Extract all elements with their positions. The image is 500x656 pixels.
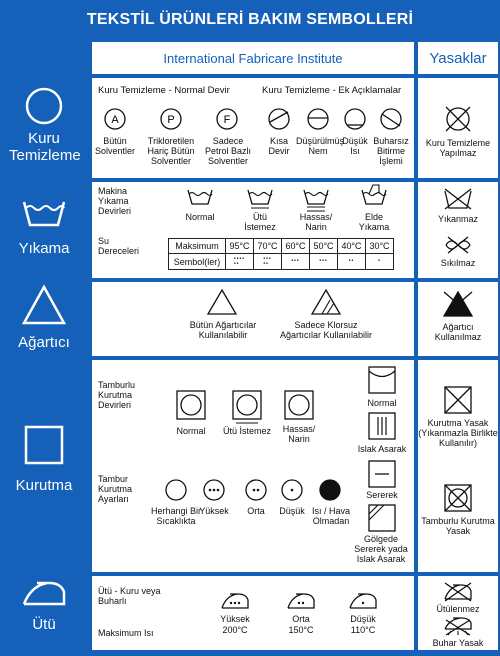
medium-heat-label: Orta bbox=[247, 506, 265, 516]
dots-cell: • bbox=[365, 254, 393, 269]
category-wash-label: Yıkama bbox=[18, 240, 70, 257]
drip-dry-icon bbox=[368, 412, 396, 440]
temperature-table bbox=[168, 238, 394, 270]
no-iron-icon bbox=[442, 582, 474, 602]
tumble-delicate-icon bbox=[284, 390, 314, 420]
temp-row bbox=[169, 239, 393, 254]
no-steam-label: Buharsız Bitirme İşlemi bbox=[373, 136, 409, 166]
no-dry-icon bbox=[444, 386, 472, 414]
low-heat-dry-label: Düşük bbox=[279, 506, 305, 516]
reduced-moisture-label: Düşürülmüş Nem bbox=[296, 136, 345, 156]
dry-square-icon bbox=[24, 425, 64, 465]
dry-normal-title: Kuru Temizleme - Normal Devir bbox=[98, 85, 230, 96]
iron-icon bbox=[21, 580, 67, 606]
dry-clean-prohibited-panel bbox=[418, 78, 498, 178]
dots-cell: ••• bbox=[281, 254, 309, 269]
water-temp-title: Su Dereceleri bbox=[98, 236, 140, 256]
category-iron bbox=[0, 580, 88, 640]
tumble-prohibited-panel bbox=[418, 360, 498, 572]
category-tumble bbox=[0, 425, 88, 515]
no-tumble-dry-label: Tamburlu Kurutma Yasak bbox=[421, 516, 495, 536]
dots-cell: ••• •• bbox=[253, 254, 281, 269]
no-dry-clean-label: Kuru Temizleme Yapılmaz bbox=[425, 138, 491, 158]
institute-header: International Fabricare Institute bbox=[92, 42, 414, 74]
category-iron-label: Ütü bbox=[32, 616, 56, 633]
bleach-triangle-icon bbox=[21, 284, 67, 326]
hand-wash-label: Elde Yıkama bbox=[358, 212, 390, 232]
iron-high-temp: 200°C bbox=[222, 625, 248, 635]
medium-heat-icon bbox=[244, 478, 268, 502]
symbol-row-label: Sembol(ler) bbox=[173, 256, 221, 267]
page-title: TEKSTİL ÜRÜNLERİ BAKIM SEMBOLLERİ bbox=[86, 11, 414, 28]
dry-clean-circle-icon bbox=[24, 86, 64, 126]
drip-dry-label: Islak Asarak bbox=[357, 444, 407, 454]
wash-delicate-icon bbox=[302, 188, 330, 212]
temp-cell: 60°C bbox=[281, 239, 309, 253]
category-dry-clean bbox=[0, 80, 88, 188]
dry-f-icon bbox=[216, 108, 238, 130]
prohibited-header: Yasaklar bbox=[418, 42, 498, 74]
bleach-panel bbox=[92, 282, 414, 356]
category-dry-clean-label: Kuru Temizleme bbox=[9, 130, 81, 164]
iron-prohibited-panel bbox=[418, 576, 498, 650]
bleach-nonchlorine-label: Sadece Klorsuz Ağartıcılar Kullanılabilir bbox=[279, 320, 373, 340]
flat-dry-icon bbox=[368, 460, 396, 488]
no-tumble-dry-icon bbox=[444, 484, 472, 512]
iron-medium-icon bbox=[286, 592, 316, 610]
svg-text:A: A bbox=[111, 114, 119, 126]
wash-normal-icon bbox=[186, 188, 214, 206]
bleach-all-label: Bütün Ağartıcılar Kullanılabilir bbox=[189, 320, 257, 340]
dry-p-label: Trikloretilen Hariç Bütün Solventler bbox=[147, 136, 195, 166]
dry-clean-panel bbox=[92, 78, 414, 178]
wash-permpress-icon bbox=[246, 188, 274, 210]
temp-cell: 95°C bbox=[225, 239, 253, 253]
short-cycle-icon bbox=[268, 108, 290, 130]
no-bleach-icon bbox=[442, 290, 474, 318]
dots-cell: ••• bbox=[309, 254, 337, 269]
dry-p-icon bbox=[160, 108, 182, 130]
any-heat-label: Herhangi Bir Sıcaklıkta bbox=[150, 506, 202, 526]
category-bleach-label: Ağartıcı bbox=[18, 334, 70, 351]
dots-cell: •••• •• bbox=[225, 254, 253, 269]
high-heat-icon bbox=[202, 478, 226, 502]
hand-wash-icon bbox=[360, 184, 388, 206]
tumble-panel bbox=[92, 360, 414, 572]
reduced-moisture-icon bbox=[307, 108, 329, 130]
category-wash bbox=[0, 190, 88, 278]
tumble-delicate-label: Hassas/ Narin bbox=[282, 424, 316, 444]
iron-low-temp: 110°C bbox=[350, 625, 376, 635]
iron-high-name: Yüksek bbox=[220, 614, 250, 624]
iron-high-icon bbox=[220, 592, 250, 610]
low-heat-label: Düşük Isı bbox=[342, 136, 368, 156]
iron-title: Ütü - Kuru veya Buharlı bbox=[98, 586, 161, 606]
no-wring-label: Sıkılmaz bbox=[440, 258, 476, 268]
iron-max-label: Maksimum Isı bbox=[98, 628, 154, 638]
category-bleach bbox=[0, 282, 88, 362]
no-wash-label: Yıkanmaz bbox=[437, 214, 479, 224]
tumble-permpress-label: Ütü İstemez bbox=[222, 426, 271, 436]
tumble-normal-label: Normal bbox=[176, 426, 206, 436]
no-steam-icon bbox=[380, 108, 402, 130]
iron-medium-temp: 150°C bbox=[288, 625, 314, 635]
line-dry-label: Normal bbox=[367, 398, 397, 408]
bleach-nonchlorine-icon bbox=[310, 288, 342, 316]
iron-medium-name: Orta bbox=[292, 614, 310, 624]
dry-a-icon bbox=[104, 108, 126, 130]
temp-cell: 50°C bbox=[309, 239, 337, 253]
dry-f-label: Sadece Petrol Bazlı Solventler bbox=[204, 136, 252, 166]
dry-a-label: Bütün Solventler bbox=[94, 136, 136, 156]
tumble-setting-title: Tambur Kurutma Ayarları bbox=[98, 474, 133, 504]
any-heat-icon bbox=[164, 478, 188, 502]
low-heat-dry-icon bbox=[280, 478, 304, 502]
flat-dry-label: Sererek bbox=[366, 490, 398, 500]
line-dry-icon bbox=[368, 366, 396, 394]
temp-cell: 70°C bbox=[253, 239, 281, 253]
iron-low-name: Düşük bbox=[350, 614, 376, 624]
temp-cell: 30°C bbox=[365, 239, 393, 253]
bleach-all-icon bbox=[206, 288, 238, 316]
no-bleach-label: Ağartıcı Kullanılmaz bbox=[434, 322, 482, 342]
temp-cell: 40°C bbox=[337, 239, 365, 253]
tumble-normal-icon bbox=[176, 390, 206, 420]
svg-text:F: F bbox=[223, 114, 231, 126]
iron-panel bbox=[92, 576, 414, 650]
low-heat-icon bbox=[344, 108, 366, 130]
tumble-permpress-icon bbox=[232, 390, 262, 424]
category-tumble-label: Kurutma bbox=[15, 477, 73, 494]
no-steam-iron-label: Buhar Yasak bbox=[432, 638, 484, 648]
no-steam-iron-icon bbox=[442, 616, 474, 636]
temp-row-label: Maksimum bbox=[175, 241, 219, 251]
dots-cell: •• bbox=[337, 254, 365, 269]
wash-delicate-label: Hassas/ Narin bbox=[299, 212, 333, 232]
no-iron-label: Ütülenmez bbox=[436, 604, 480, 614]
no-heat-label: Isı / Hava Olmadan bbox=[311, 506, 350, 526]
iron-low-icon bbox=[348, 592, 378, 610]
no-dry-clean-icon bbox=[445, 106, 471, 132]
wash-prohibited-panel bbox=[418, 182, 498, 278]
short-cycle-label: Kısa Devir bbox=[268, 136, 290, 156]
no-dry-label: Kurutma Yasak (Yıkanmazla Birlikte Kullanılır) bbox=[418, 418, 498, 448]
no-wash-icon bbox=[443, 188, 473, 210]
tumble-cycle-title: Tamburlu Kurutma Devirleri bbox=[98, 380, 136, 410]
svg-text:P: P bbox=[167, 114, 175, 126]
bleach-prohibited-panel bbox=[418, 282, 498, 356]
shade-dry-icon bbox=[368, 504, 396, 532]
high-heat-label: Yüksek bbox=[199, 506, 229, 516]
dry-extra-title: Kuru Temizleme - Ek Açıklamalar bbox=[262, 85, 402, 96]
no-wring-icon bbox=[444, 236, 472, 254]
no-heat-icon bbox=[318, 478, 342, 502]
washtub-icon bbox=[21, 198, 67, 228]
symbol-row bbox=[169, 254, 393, 269]
shade-dry-label: Gölgede Sererek yada Islak Asarak bbox=[354, 534, 408, 564]
wash-normal-label: Normal bbox=[185, 212, 215, 222]
wash-cycle-title: Makina Yıkama Devirleri bbox=[98, 186, 132, 216]
wash-permpress-label: Ütü İstemez bbox=[244, 212, 276, 232]
